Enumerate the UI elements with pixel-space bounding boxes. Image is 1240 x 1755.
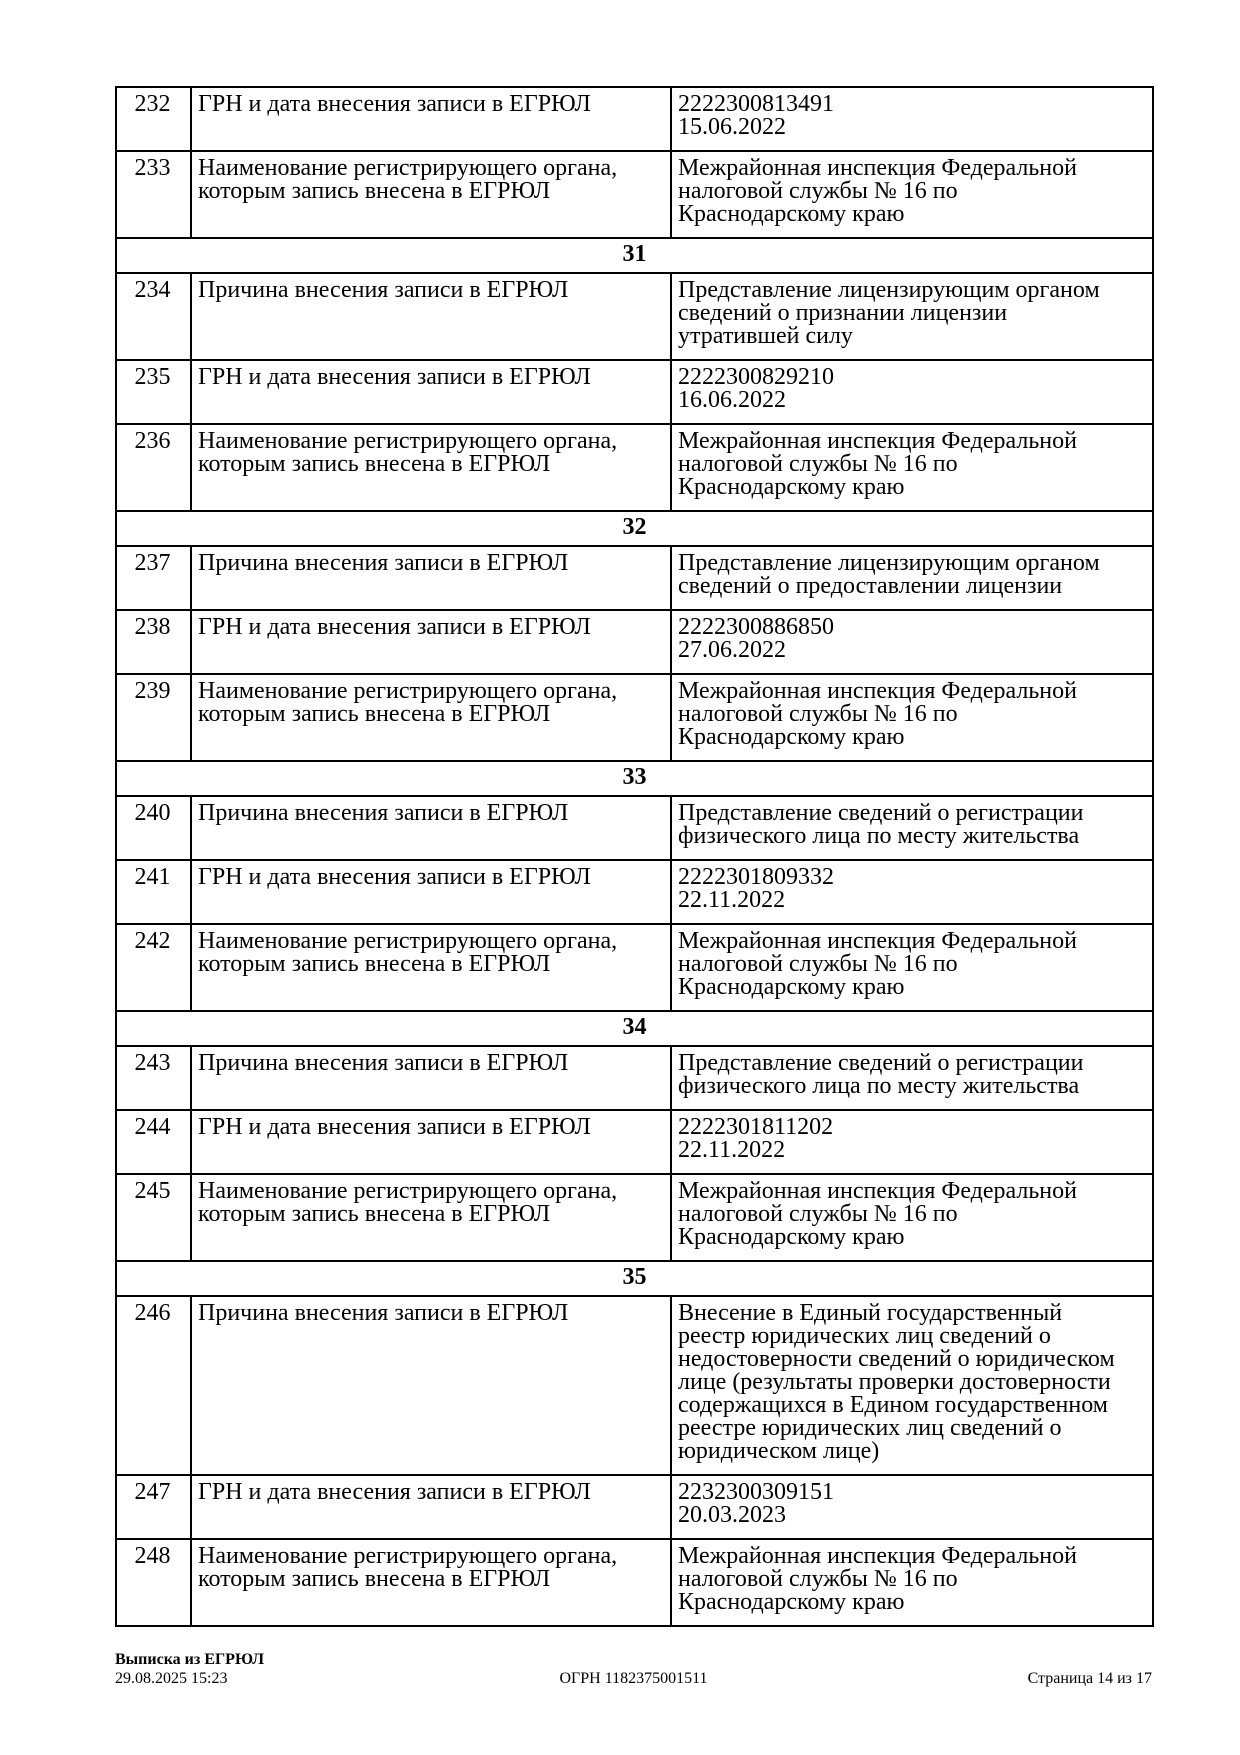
record-label-line: Причина внесения записи в ЕГРЮЛ <box>198 1300 569 1326</box>
record-number: 248 <box>116 1539 191 1626</box>
record-value-cell <box>671 273 1153 360</box>
record-label-cell <box>191 546 671 610</box>
record-label-line: которым запись внесена в ЕГРЮЛ <box>198 701 551 727</box>
record-value-line: 2222300886850 <box>678 614 834 640</box>
record-label-cell <box>191 273 671 360</box>
section-number: 32 <box>116 511 1153 546</box>
record-value-line: налоговой службы № 16 по <box>678 701 958 727</box>
record-value-line: сведений о предоставлении лицензии <box>678 573 1063 599</box>
record-value-line: 15.06.2022 <box>678 114 786 140</box>
record-label-cell <box>191 424 671 511</box>
section-number: 35 <box>116 1261 1153 1296</box>
record-label-cell <box>191 796 671 860</box>
record-label-cell <box>191 360 671 424</box>
record-label-cell <box>191 674 671 761</box>
record-value-cell <box>671 1296 1153 1475</box>
record-value-line: налоговой службы № 16 по <box>678 951 958 977</box>
record-value-line: реестр юридических лиц сведений о <box>678 1323 1051 1349</box>
record-number: 247 <box>116 1475 191 1539</box>
record-label-line: ГРН и дата внесения записи в ЕГРЮЛ <box>198 864 591 890</box>
record-number: 239 <box>116 674 191 761</box>
record-value-cell <box>671 1539 1153 1626</box>
record-value-line: Представление лицензирующим органом <box>678 277 1100 303</box>
record-value-line: Межрайонная инспекция Федеральной <box>678 928 1077 954</box>
record-value-line: Межрайонная инспекция Федеральной <box>678 155 1077 181</box>
record-label-cell <box>191 610 671 674</box>
record-row <box>116 1475 1153 1539</box>
record-value-line: Краснодарскому краю <box>678 201 905 227</box>
record-label-line: ГРН и дата внесения записи в ЕГРЮЛ <box>198 1114 591 1140</box>
record-value-line: Межрайонная инспекция Федеральной <box>678 1543 1077 1569</box>
record-value-line: Краснодарскому краю <box>678 1589 905 1615</box>
record-label-line: Наименование регистрирующего органа, <box>198 428 618 454</box>
record-label-line: Причина внесения записи в ЕГРЮЛ <box>198 800 569 826</box>
record-number: 233 <box>116 151 191 238</box>
record-value-cell <box>671 87 1153 151</box>
record-value-cell <box>671 1110 1153 1174</box>
record-value-line: Представление сведений о регистрации <box>678 1050 1084 1076</box>
footer-page-number: Страница 14 из 17 <box>1027 1670 1152 1687</box>
record-row <box>116 674 1153 761</box>
record-number: 236 <box>116 424 191 511</box>
record-label-cell <box>191 924 671 1011</box>
record-value-line: Краснодарскому краю <box>678 724 905 750</box>
record-value-line: Межрайонная инспекция Федеральной <box>678 678 1077 704</box>
record-value-line: 20.03.2023 <box>678 1502 786 1528</box>
section-header-row <box>116 761 1153 796</box>
section-number: 34 <box>116 1011 1153 1046</box>
record-number: 245 <box>116 1174 191 1261</box>
section-number: 31 <box>116 238 1153 273</box>
record-label-line: которым запись внесена в ЕГРЮЛ <box>198 1566 551 1592</box>
record-value-line: Межрайонная инспекция Федеральной <box>678 1178 1077 1204</box>
record-value-line: содержащихся в Едином государственном <box>678 1392 1108 1418</box>
record-value-line: Краснодарскому краю <box>678 1224 905 1250</box>
record-row <box>116 273 1153 360</box>
record-label-line: ГРН и дата внесения записи в ЕГРЮЛ <box>198 614 591 640</box>
record-row <box>116 424 1153 511</box>
record-value-line: физического лица по месту жительства <box>678 823 1080 849</box>
record-label-cell <box>191 1046 671 1110</box>
record-number: 241 <box>116 860 191 924</box>
record-label-line: Наименование регистрирующего органа, <box>198 1543 618 1569</box>
section-header-row <box>116 238 1153 273</box>
record-value-line: 2222301811202 <box>678 1114 834 1140</box>
record-label-line: которым запись внесена в ЕГРЮЛ <box>198 1201 551 1227</box>
record-number: 234 <box>116 273 191 360</box>
footer-datetime: 29.08.2025 15:23 <box>115 1670 228 1687</box>
record-label-cell <box>191 1110 671 1174</box>
record-row <box>116 796 1153 860</box>
record-label-line: Наименование регистрирующего органа, <box>198 155 618 181</box>
record-number: 242 <box>116 924 191 1011</box>
record-value-line: 27.06.2022 <box>678 637 786 663</box>
egrul-records-table <box>115 86 1154 1627</box>
record-value-line: Внесение в Единый государственный <box>678 1300 1063 1326</box>
section-header-row <box>116 1011 1153 1046</box>
record-value-line: реестре юридических лиц сведений о <box>678 1415 1062 1441</box>
record-label-line: Причина внесения записи в ЕГРЮЛ <box>198 550 569 576</box>
record-value-line: 22.11.2022 <box>678 1137 786 1163</box>
section-header-row <box>116 511 1153 546</box>
record-value-line: налоговой службы № 16 по <box>678 451 958 477</box>
record-value-cell <box>671 151 1153 238</box>
record-value-cell <box>671 924 1153 1011</box>
record-number: 244 <box>116 1110 191 1174</box>
record-label-line: ГРН и дата внесения записи в ЕГРЮЛ <box>198 1479 591 1505</box>
record-value-line: 2232300309151 <box>678 1479 834 1505</box>
record-row <box>116 360 1153 424</box>
record-value-cell <box>671 610 1153 674</box>
record-value-line: физического лица по месту жительства <box>678 1073 1080 1099</box>
record-label-cell <box>191 151 671 238</box>
record-value-cell <box>671 860 1153 924</box>
record-value-cell <box>671 1046 1153 1110</box>
record-label-line: Наименование регистрирующего органа, <box>198 678 618 704</box>
record-value-line: налоговой службы № 16 по <box>678 1201 958 1227</box>
record-label-line: Наименование регистрирующего органа, <box>198 1178 618 1204</box>
record-number: 235 <box>116 360 191 424</box>
record-value-line: налоговой службы № 16 по <box>678 178 958 204</box>
record-value-line: Представление лицензирующим органом <box>678 550 1100 576</box>
record-row <box>116 610 1153 674</box>
record-value-line: 2222301809332 <box>678 864 834 890</box>
record-label-line: которым запись внесена в ЕГРЮЛ <box>198 178 551 204</box>
record-row <box>116 151 1153 238</box>
record-row <box>116 1110 1153 1174</box>
record-label-cell <box>191 87 671 151</box>
record-value-line: лице (результаты проверки достоверности <box>678 1369 1111 1395</box>
record-value-cell <box>671 674 1153 761</box>
record-label-line: ГРН и дата внесения записи в ЕГРЮЛ <box>198 364 591 390</box>
record-row <box>116 546 1153 610</box>
record-value-line: Межрайонная инспекция Федеральной <box>678 428 1077 454</box>
record-value-line: недостоверности сведений о юридическом <box>678 1346 1115 1372</box>
section-number: 33 <box>116 761 1153 796</box>
record-row <box>116 1539 1153 1626</box>
record-label-cell <box>191 860 671 924</box>
record-number: 232 <box>116 87 191 151</box>
record-number: 240 <box>116 796 191 860</box>
record-number: 246 <box>116 1296 191 1475</box>
record-row <box>116 87 1153 151</box>
record-value-line: 16.06.2022 <box>678 387 786 413</box>
record-row <box>116 924 1153 1011</box>
record-value-cell <box>671 1174 1153 1261</box>
record-row <box>116 860 1153 924</box>
record-value-line: утратившей силу <box>678 323 853 349</box>
record-value-line: Краснодарскому краю <box>678 974 905 1000</box>
footer-doc-title: Выписка из ЕГРЮЛ <box>115 1651 265 1668</box>
record-label-line: Причина внесения записи в ЕГРЮЛ <box>198 1050 569 1076</box>
record-value-cell <box>671 360 1153 424</box>
record-value-cell <box>671 424 1153 511</box>
record-number: 243 <box>116 1046 191 1110</box>
record-value-cell <box>671 546 1153 610</box>
record-row <box>116 1046 1153 1110</box>
record-label-line: которым запись внесена в ЕГРЮЛ <box>198 451 551 477</box>
record-label-cell <box>191 1539 671 1626</box>
record-value-line: 22.11.2022 <box>678 887 786 913</box>
record-number: 238 <box>116 610 191 674</box>
record-value-cell <box>671 796 1153 860</box>
section-header-row <box>116 1261 1153 1296</box>
record-value-line: сведений о признании лицензии <box>678 300 1008 326</box>
record-label-cell <box>191 1296 671 1475</box>
record-row <box>116 1174 1153 1261</box>
record-label-line: ГРН и дата внесения записи в ЕГРЮЛ <box>198 91 591 117</box>
record-value-line: 2222300829210 <box>678 364 834 390</box>
record-number: 237 <box>116 546 191 610</box>
footer-ogrn: ОГРН 1182375001511 <box>559 1670 708 1687</box>
record-label-line: Наименование регистрирующего органа, <box>198 928 618 954</box>
record-value-line: Представление сведений о регистрации <box>678 800 1084 826</box>
record-row <box>116 1296 1153 1475</box>
record-value-line: налоговой службы № 16 по <box>678 1566 958 1592</box>
record-label-cell <box>191 1475 671 1539</box>
record-value-line: юридическом лице) <box>678 1438 880 1464</box>
record-label-line: которым запись внесена в ЕГРЮЛ <box>198 951 551 977</box>
record-value-line: 2222300813491 <box>678 91 834 117</box>
record-value-cell <box>671 1475 1153 1539</box>
record-label-line: Причина внесения записи в ЕГРЮЛ <box>198 277 569 303</box>
record-label-cell <box>191 1174 671 1261</box>
record-value-line: Краснодарскому краю <box>678 474 905 500</box>
